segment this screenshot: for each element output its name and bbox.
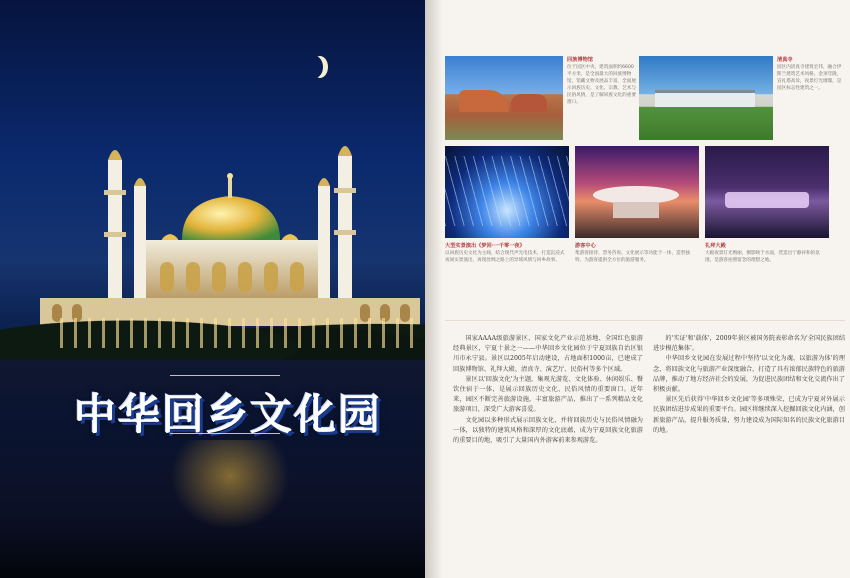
caption-heading: 大型实景演出《梦回·一千零一夜》	[445, 243, 525, 249]
photo-museum	[445, 56, 563, 140]
section-divider	[445, 320, 845, 321]
caption-heading: 清真寺	[777, 57, 793, 63]
caption-prayer-hall	[705, 242, 829, 312]
minaret-right	[318, 146, 356, 300]
caption-heading: 游客中心	[575, 243, 596, 249]
page-title: 中华回乡文化园	[74, 390, 383, 439]
caption-text: 以回族历史文化为主线，结合现代声光电技术，打造沉浸式夜间实景演出，再现丝绸之路上的异域风情与回乡故事。	[445, 251, 565, 263]
caption-tourist-center	[575, 242, 699, 312]
body-column-2	[653, 334, 845, 436]
main-dome	[182, 196, 280, 240]
caption-text: 大殿夜景灯光绚丽，倒影映于水面，营造出宁静祥和的氛围，是游客拍照留念的理想之地。	[705, 251, 820, 263]
title-ornament-top	[170, 375, 280, 382]
photo-tourist-center	[575, 146, 699, 238]
minaret-left	[104, 150, 146, 300]
body-paragraph: 景区先后获得'中华回乡文化园'等多项殊荣，已成为宁夏对外展示民族团结进步成果的重要平台。园区将继续深入挖掘回族文化内涵，创新旅游产品，提升服务质量，努力建设成为国际知名的民族文化旅游目的地。	[653, 396, 845, 434]
caption-text: 位于园区中央，建筑面积约6600平方米，是全国最大的回族博物馆，馆藏文物及展品丰富，全面展示回族历史、文化、宗教、艺术与民俗风情，是了解回族文化的重要窗口。	[567, 65, 636, 105]
body-paragraph: 的'实证'和'载体'，2009年景区被国务院表彰命名为'全国民族团结进步模范集体'。	[653, 335, 845, 353]
photo-show	[445, 146, 569, 238]
right-page	[425, 0, 850, 578]
photo-visitor-center	[639, 56, 773, 140]
caption-text: 园区内清真寺建筑宏伟，融合伊斯兰建筑艺术风格，金顶穹隆，宣礼塔高耸，夜景灯光璀璨，是园区标志性建筑之一。	[777, 65, 842, 91]
caption-show	[445, 242, 569, 312]
caption-mosque	[777, 56, 845, 140]
body-paragraph: 中华回乡文化园在发展过程中坚持'以文化为魂、以旅游为体'的理念，将回族文化与旅游产业深度融合，打造了具有浓郁民族特色的旅游品牌，推动了地方经济社会的发展，为促进民族团结和文化交流作出了积极贡献。	[653, 355, 845, 394]
caption-museum	[567, 56, 637, 140]
caption-heading: 礼拜大殿	[705, 243, 726, 249]
body-paragraph: 文化园以多种形式展示回族文化，并将回族历史与民俗风情融为一体，以独特的建筑风格和深厚的文化底蕴，成为宁夏回族文化旅游的重要目的地，吸引了大量国内外游客前来参观游览。	[453, 416, 643, 445]
dome-reflection	[170, 440, 290, 530]
body-paragraph: 景区以'回族文化'为主题，集观光游览、文化体验、休闲娱乐、餐饮住宿于一体，是展示回族历史文化、民俗风情的重要窗口。近年来，园区不断完善旅游设施，丰富旅游产品，推出了一系列精品文化旅游项目，深受广大游客喜爱。	[453, 375, 643, 414]
body-column-1	[453, 334, 643, 446]
photo-prayer-hall	[705, 146, 829, 238]
lights-strip	[60, 318, 420, 348]
caption-text: 集游客接待、票务咨询、文化展示等功能于一体，造型独特，为游客提供全方位的旅游服务。	[575, 251, 690, 263]
title-ornament-bottom	[170, 433, 280, 440]
body-paragraph: 国家AAAA级旅游景区、国家文化产业示范基地、全国红色旅游经典景区，宁夏十景之一——中华回乡文化园位于宁夏回族自治区银川市永宁县。景区以2005年启动建设，占地面积1000亩，已建成了回族博物馆、礼拜大殿、清真寺、演艺厅、民俗村等多个区域。	[453, 335, 643, 373]
caption-heading: 回族博物馆	[567, 57, 593, 63]
